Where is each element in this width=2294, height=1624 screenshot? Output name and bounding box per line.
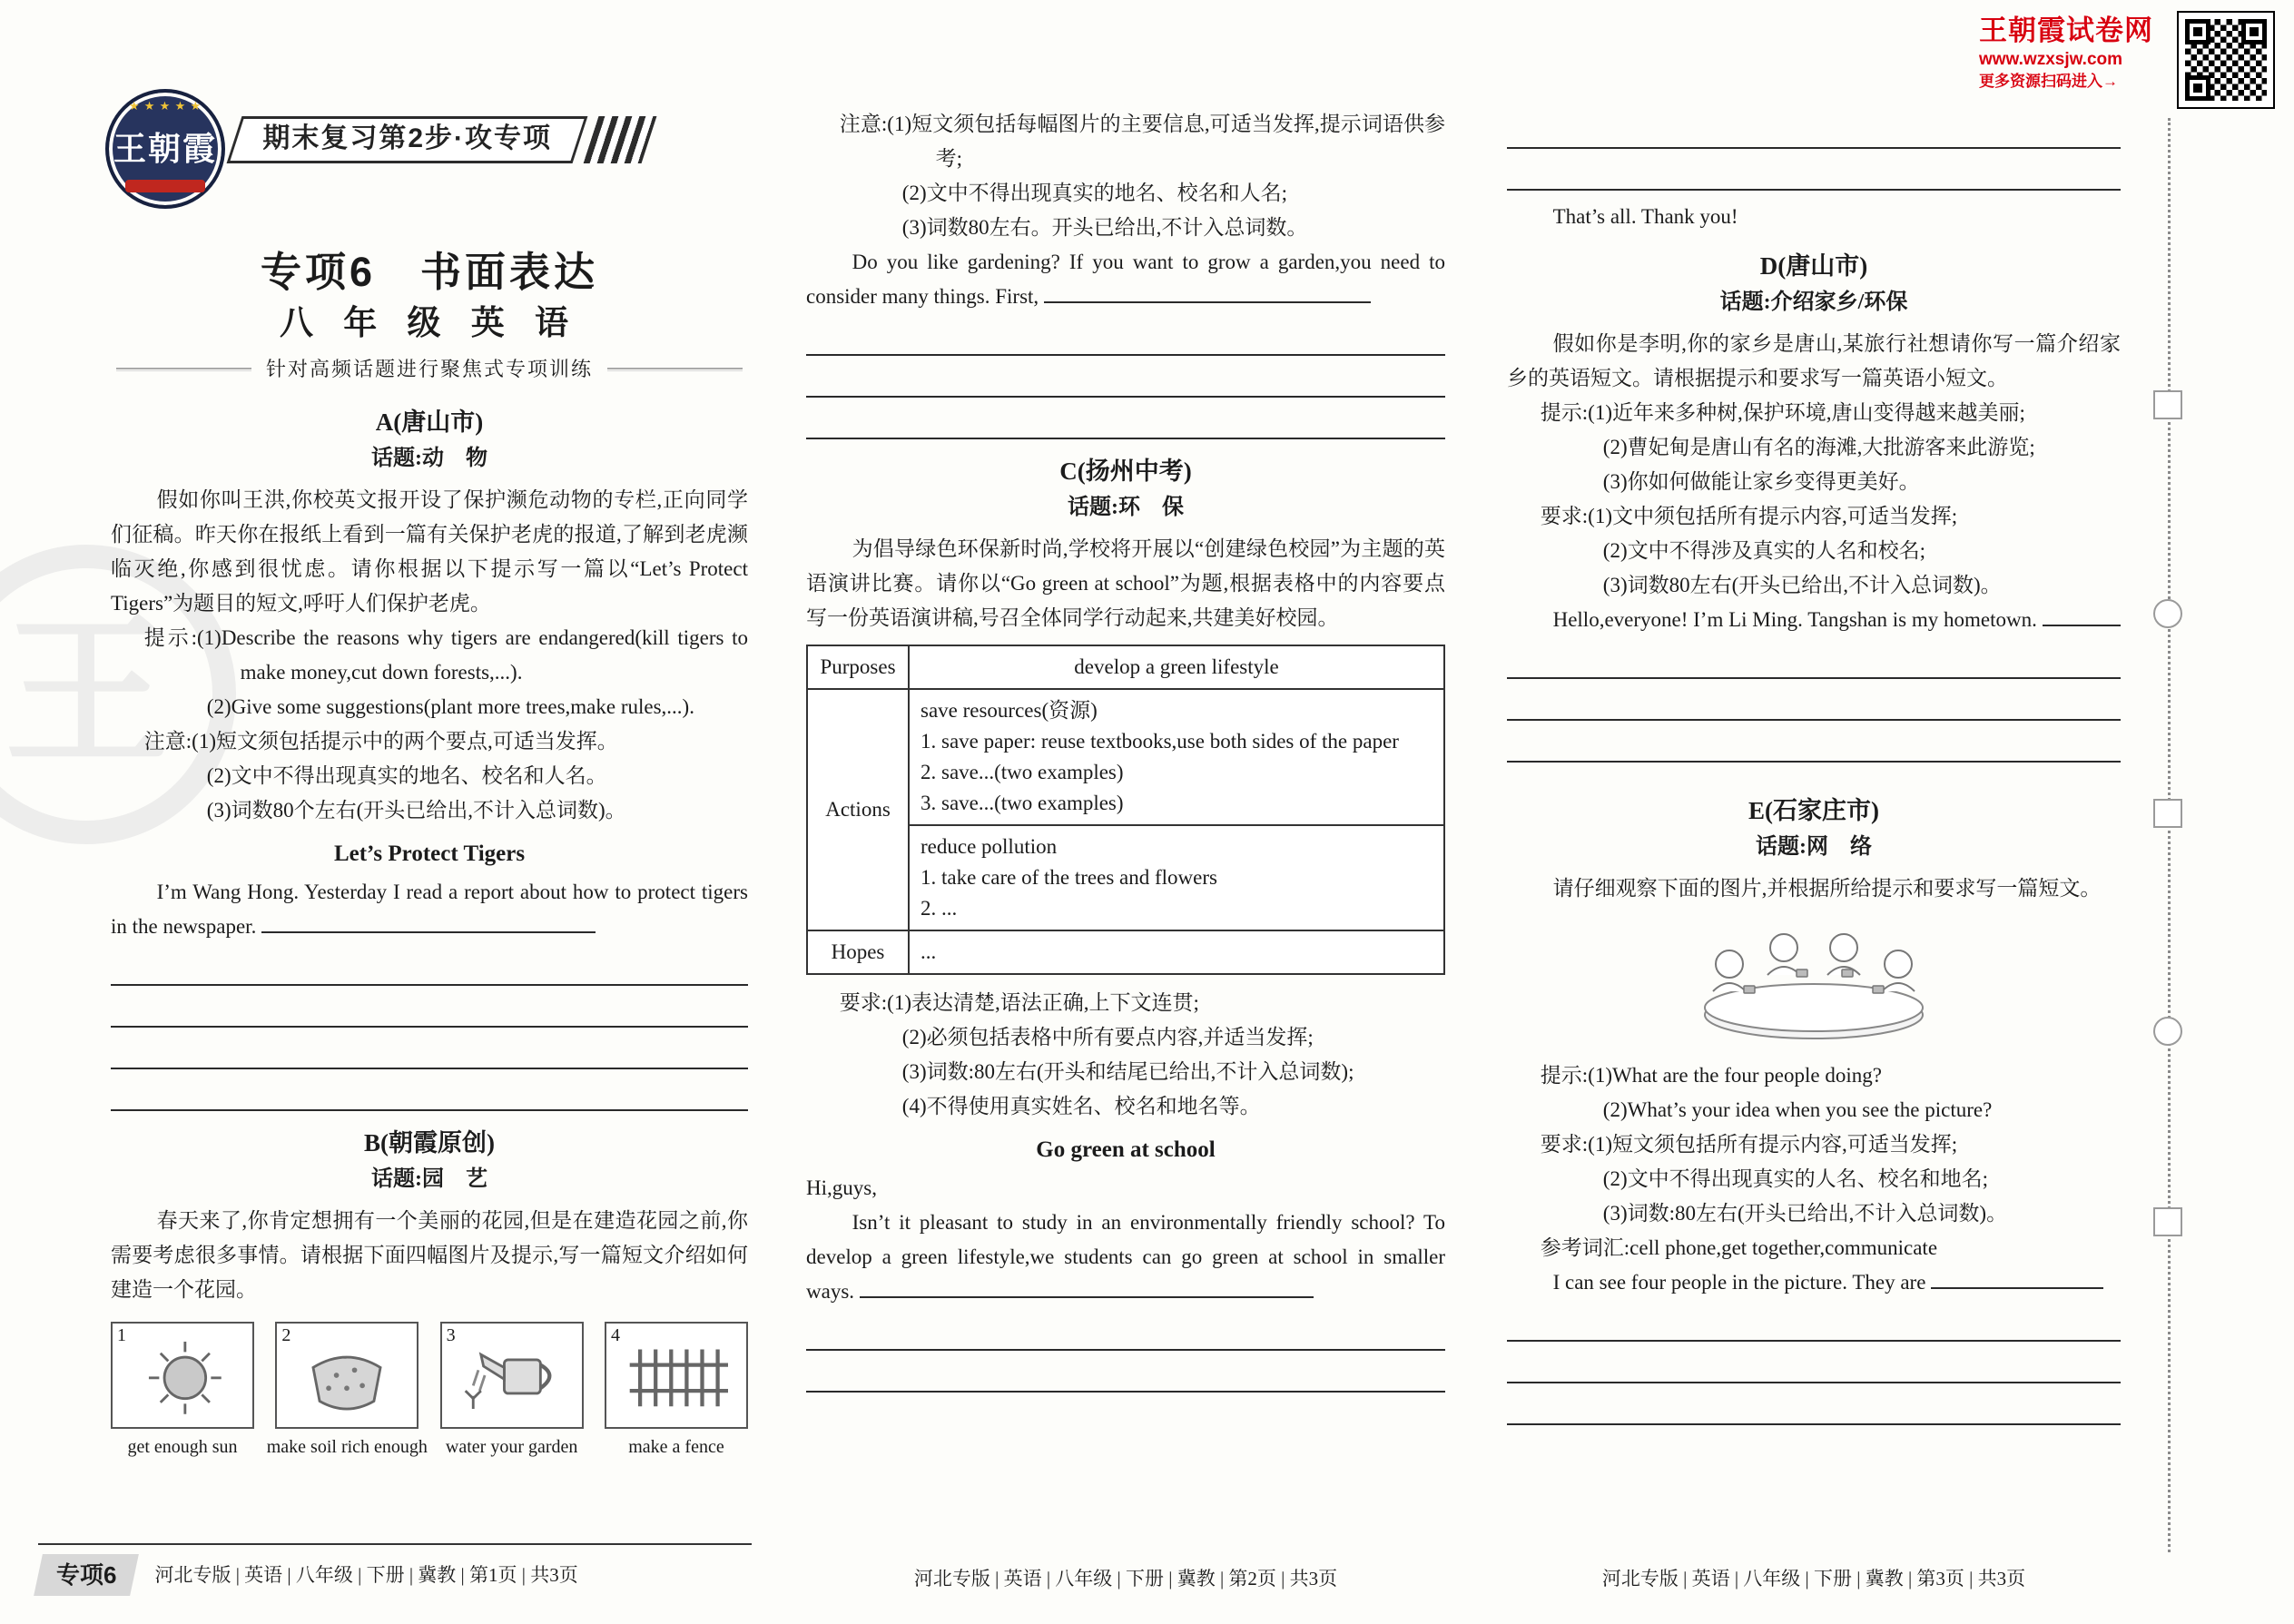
section-c-starter	[806, 1206, 1445, 1309]
section-b-starter	[806, 245, 1445, 314]
section-a-topic: 话题:动 物	[371, 447, 487, 471]
section-e-req-1: 要求:(1)短文须包括所有提示内容,可适当发挥;	[1540, 1133, 1958, 1156]
section-d-closing-line: That’s all. Thank you!	[1552, 205, 1738, 228]
section-a-intro: 假如你叫王洪,你校英文报开设了保护濒危动物的专栏,正向同学们征稿。昨天你在报纸上看到一篇有关保护老虎的报道,了解到老虎濒临灭绝,你感到很忧虑。请你根据以下提示写一篇以“Let’s Protect Tigers”为题目的短文,呼吁人们保护老虎。	[111, 488, 748, 615]
footer-page-1	[38, 1554, 578, 1596]
section-c-intro: 为倡导绿色环保新时尚,学校将开展以“创建绿色校园”为主题的英语演讲比赛。请你以“Go green at school”为题,根据表格中的内容要点写一份英语演讲稿,号召全体同学行动起来,共建美好校园。	[806, 537, 1445, 629]
table-row	[807, 689, 1444, 825]
section-d-topic: 话题:介绍家乡/环保	[1719, 290, 1908, 314]
section-b-heading: B(朝霞原创)	[364, 1129, 495, 1157]
section-c-heading: C(扬州中考)	[1059, 458, 1192, 485]
section-a-note-3: (3)词数80个左右(开头已给出,不计入总词数)。	[206, 799, 626, 822]
section-e-hint-2: (2)What’s your idea when you see the picture?	[1602, 1098, 1993, 1121]
section-a-starter-text: I’m Wang Hong. Yesterday I read a report about how to protect tigers in the newspaper.	[111, 881, 748, 939]
answer-blank	[261, 931, 596, 933]
section-a-hint-1: 提示:(1)Describe the reasons why tigers are endangered(kill tigers to make money,cut down forests,...).	[143, 626, 748, 684]
footer-badge	[34, 1554, 139, 1596]
site-brand	[1979, 13, 2170, 92]
section-b-note-2: (2)文中不得出现真实的地名、校名和人名;	[901, 182, 1288, 204]
writing-line	[1507, 107, 2121, 149]
binding-mark	[2153, 390, 2182, 419]
table-row	[807, 930, 1444, 974]
section-b-note-3: (3)词数80左右。开头已给出,不计入总词数。	[901, 216, 1308, 239]
figure-3	[440, 1322, 584, 1460]
section-b-topic: 话题:园 艺	[371, 1167, 487, 1192]
answer-lines	[111, 944, 748, 1111]
writing-line	[806, 1309, 1445, 1351]
actions-resources-cell	[909, 689, 1444, 825]
section-e-starter-text: I can see four people in the picture. They are	[1552, 1271, 1926, 1294]
section-a-note-2: (2)文中不得出现真实的地名、校名和人名。	[206, 764, 607, 788]
writing-line	[806, 1351, 1445, 1393]
section-e-req-3: (3)词数:80左右(开头已给出,不计入总词数)。	[1602, 1202, 2008, 1225]
brand-seal	[105, 89, 225, 209]
answer-lines	[806, 1309, 1445, 1393]
qr-finder-icon	[2185, 75, 2210, 101]
section-c-req-3: (3)词数:80左右(开头和结尾已给出,不计入总词数);	[901, 1060, 1354, 1083]
figure-2-frame	[275, 1322, 418, 1429]
section-d-hint-1: 提示:(1)近年来多种树,保护环境,唐山变得越来越美丽;	[1540, 401, 2025, 424]
section-a-heading: A(唐山市)	[375, 408, 484, 437]
writing-line	[806, 314, 1445, 356]
section-c-req-2: (2)必须包括表格中所有要点内容,并适当发挥;	[901, 1026, 1314, 1048]
actions-line: reduce pollution	[921, 835, 1058, 858]
watering-can-illustration	[442, 1324, 582, 1427]
speech-points-table	[806, 645, 1445, 975]
purposes-label-cell: Purposes	[807, 645, 909, 689]
writing-line	[1507, 1383, 2121, 1425]
writing-line	[1507, 637, 2121, 679]
section-b-starter-text: Do you like gardening? If you want to grow a garden,you need to consider many things. First,	[806, 251, 1445, 308]
people-around-table-picture	[1507, 913, 2121, 1049]
writing-line	[111, 1028, 748, 1069]
figure-3-number: 3	[446, 1325, 456, 1346]
figure-3-frame	[440, 1322, 584, 1429]
writing-line	[1507, 149, 2121, 191]
section-e-starter	[1507, 1265, 2121, 1300]
binding-mark	[2153, 799, 2182, 828]
table-row	[807, 645, 1444, 689]
writing-line	[806, 398, 1445, 439]
binding-mark	[2153, 1207, 2182, 1236]
answer-lines	[1507, 1300, 2121, 1425]
hopes-label-cell: Hopes	[807, 930, 909, 974]
answer-blank	[2043, 625, 2121, 626]
answer-blank	[1931, 1287, 2103, 1289]
qr-finder-icon	[2241, 19, 2267, 44]
section-c-salutation: Hi,guys,	[806, 1176, 877, 1199]
section-d-req-2: (2)文中不得涉及真实的人名和校名;	[1602, 539, 1926, 562]
brand-name: 王朝霞	[113, 131, 217, 167]
actions-line: 2. save...(two examples)	[921, 761, 1124, 783]
section-c-req-1: 要求:(1)表达清楚,语法正确,上下文连贯;	[839, 991, 1199, 1014]
footer-page-3: 河北专版 | 英语 | 八年级 | 下册 | 冀教 | 第3页 | 共3页	[1601, 1568, 2026, 1590]
page-subtitle: 八 年 级 英 语	[280, 305, 579, 343]
figure-2-caption: make soil rich enough	[266, 1437, 428, 1458]
section-c-essay-title: Go green at school	[1036, 1137, 1216, 1162]
writing-line	[1507, 679, 2121, 721]
section-d-starter	[1507, 603, 2121, 637]
actions-line: 3. save...(two examples)	[921, 792, 1124, 814]
step-banner	[234, 116, 649, 163]
actions-line: save resources(资源)	[921, 699, 1098, 722]
writing-line	[111, 986, 748, 1028]
figure-4-caption: make a fence	[628, 1437, 724, 1458]
footer-page-1-text: 河北专版 | 英语 | 八年级 | 下册 | 冀教 | 第1页 | 共3页	[154, 1564, 578, 1586]
section-d-req-1: 要求:(1)文中须包括所有提示内容,可适当发挥;	[1540, 505, 1958, 527]
section-a-starter	[111, 875, 748, 944]
section-e-topic: 话题:网 络	[1756, 835, 1872, 859]
figure-1-number: 1	[117, 1325, 126, 1346]
actions-label-cell: Actions	[807, 689, 909, 930]
footer-badge-text: 专项6	[56, 1561, 117, 1589]
section-d-hint-2: (2)曹妃甸是唐山有名的海滩,大批游客来此游览;	[1602, 436, 2035, 458]
soil-illustration	[277, 1324, 417, 1427]
answer-lines	[1507, 637, 2121, 763]
column-1	[111, 243, 748, 1460]
writing-line	[111, 944, 748, 986]
figure-4-frame	[605, 1322, 748, 1429]
answer-lines	[1507, 107, 2121, 191]
writing-line	[1507, 1342, 2121, 1383]
answer-blank	[1044, 301, 1371, 303]
writing-line	[1507, 1300, 2121, 1342]
actions-line: 1. take care of the trees and flowers	[921, 866, 1217, 889]
writing-line	[1507, 721, 2121, 763]
footer-rule	[38, 1543, 752, 1545]
column-3	[1507, 107, 2121, 1434]
site-name: 王朝霞试卷网	[1979, 15, 2153, 46]
section-b-note-1: 注意:(1)短文须包括每幅图片的主要信息,可适当发挥,提示词语供参考;	[839, 113, 1445, 170]
tagline-rule	[116, 368, 251, 371]
site-more-text: 更多资源扫码进入→	[1979, 72, 2118, 90]
actions-line: 2. ...	[921, 897, 958, 920]
answer-blank	[860, 1296, 1314, 1298]
section-c-req-4: (4)不得使用真实姓名、校名和地名等。	[901, 1095, 1261, 1117]
figure-1-caption: get enough sun	[127, 1437, 238, 1458]
tagline	[116, 352, 743, 387]
section-a-hint-2: (2)Give some suggestions(plant more trees,make rules,...).	[206, 695, 694, 719]
section-d-starter-text: Hello,everyone! I’m Li Ming. Tangshan is my hometown.	[1552, 608, 2037, 631]
binding-mark	[2153, 599, 2182, 628]
binding-mark	[2153, 1017, 2182, 1046]
figure-3-caption: water your garden	[445, 1437, 578, 1458]
seal-ribbon-decoration	[125, 180, 205, 192]
garden-figures	[111, 1322, 748, 1460]
actions-line: 1. save paper: reuse textbooks,use both sides of the paper	[921, 730, 1399, 753]
section-d-intro: 假如你是李明,你的家乡是唐山,某旅行社想请你写一篇介绍家乡的英语短文。请根据提示和要求写一篇英语小短文。	[1507, 332, 2121, 389]
tagline-rule	[607, 368, 743, 371]
sun-illustration	[113, 1324, 252, 1427]
writing-line	[111, 1069, 748, 1111]
section-e-heading: E(石家庄市)	[1748, 797, 1879, 824]
section-e-intro: 请仔细观察下面的图片,并根据所给提示和要求写一篇短文。	[1552, 877, 2102, 900]
actions-pollution-cell	[909, 825, 1444, 930]
figure-2-number: 2	[281, 1325, 291, 1346]
section-c-starter-text: Isn’t it pleasant to study in an environmentally friendly school? To develop a green lifestyle,we students can go green at school in smaller ways.	[806, 1211, 1445, 1303]
column-2	[806, 107, 1445, 1402]
section-e-vocab: 参考词汇:cell phone,get together,communicate	[1540, 1236, 1938, 1259]
answer-lines	[806, 314, 1445, 439]
binding-dotted-line	[2168, 118, 2171, 1552]
figure-2	[266, 1322, 428, 1460]
section-a-note-1: 注意:(1)短文须包括提示中的两个要点,可适当发挥。	[143, 730, 618, 753]
section-e-hint-1: 提示:(1)What are the four people doing?	[1540, 1064, 1882, 1087]
brand-watermark: 王	[0, 545, 236, 844]
fence-illustration	[606, 1324, 746, 1427]
footer-page-2: 河北专版 | 英语 | 八年级 | 下册 | 冀教 | 第2页 | 共3页	[913, 1568, 1338, 1590]
stars-icon: ★ ★ ★ ★ ★	[128, 99, 202, 113]
qr-code-icon	[2177, 11, 2275, 109]
qr-finder-icon	[2185, 19, 2210, 44]
hopes-value-cell: ...	[909, 930, 1444, 974]
section-d-heading: D(唐山市)	[1759, 252, 1868, 280]
banner-frame	[227, 116, 588, 163]
purposes-value-cell: develop a green lifestyle	[909, 645, 1444, 689]
site-url: www.wzxsjw.com	[1979, 50, 2123, 70]
page-title: 专项6 书面表达	[260, 249, 599, 295]
figure-1-frame	[111, 1322, 254, 1429]
banner-text: 期末复习第2步·攻专项	[262, 123, 553, 153]
section-c-topic: 话题:环 保	[1068, 496, 1184, 519]
figure-1	[111, 1322, 254, 1460]
section-b-intro: 春天来了,你肯定想拥有一个美丽的花园,但是在建造花园之前,你需要考虑很多事情。请根据下面四幅图片及提示,写一篇短文介绍如何建造一个花园。	[111, 1209, 748, 1302]
figure-4	[605, 1322, 748, 1460]
writing-line	[806, 356, 1445, 398]
four-people-illustration	[1664, 913, 1964, 1049]
section-d-hint-3: (3)你如何做能让家乡变得更美好。	[1602, 470, 1920, 493]
tagline-text: 针对高频话题进行聚焦式专项训练	[266, 358, 594, 381]
stripes-decoration	[583, 116, 656, 163]
section-a-essay-title: Let’s Protect Tigers	[333, 842, 526, 867]
figure-4-number: 4	[610, 1325, 620, 1346]
section-d-req-3: (3)词数80左右(开头已给出,不计入总词数)。	[1602, 574, 2002, 596]
section-e-req-2: (2)文中不得出现真实的人名、校名和地名;	[1602, 1167, 1989, 1190]
